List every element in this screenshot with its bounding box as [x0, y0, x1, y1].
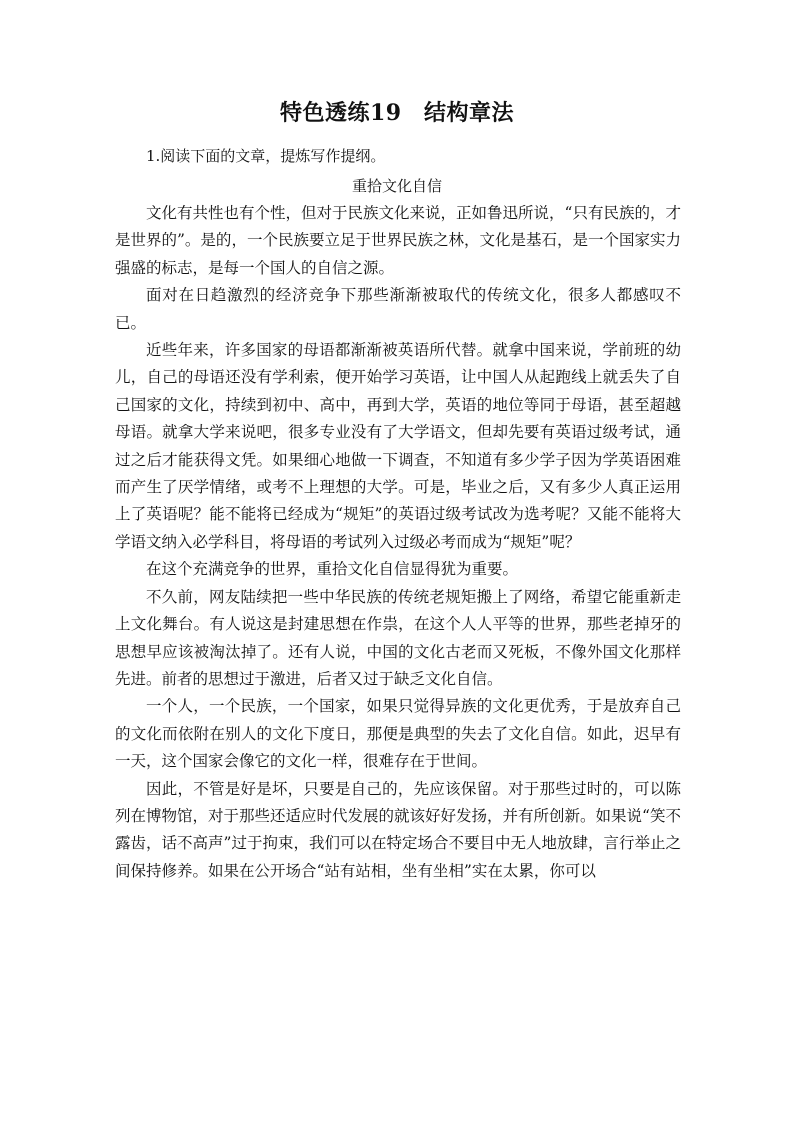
- paragraph: 因此，不管是好是坏，只要是自己的，先应该保留。对于那些过时的，可以陈列在博物馆，对于那些还适应时代发展的就该好好发扬，并有所创新。如果说“笑不露齿，话不高声”过于拘束，我们可以在特定场合不要目中无人地放肆，言行举止之间保持修养。如果在公开场合“站有站相，坐有坐相”实在太累，你可以: [115, 779, 681, 880]
- page-title: 特色透练19 结构章法: [279, 100, 515, 126]
- paragraph: 近些年来，许多国家的母语都渐渐被英语所代替。就拿中国来说，学前班的幼儿，自己的母语还没有学利索，便开始学习英语，让中国人从起跑线上就丢失了自己国家的文化，持续到初中、高中，再到大学，英语的地位等同于母语，甚至超越母语。就拿大学来说吧，很多专业没有了大学语文，但却先要有英语过级考试，通过之后才能获得文凭。如果细心地做一下调查，不知道有多少学子因为学英语困难而产生了厌学情绪，或考不上理想的大学。可是，毕业之后，又有多少人真正运用上了英语呢？能不能将已经成为“规矩”的英语过级考试改为选考呢？又能不能将大学语文纳入必学科目，将母语的考试列入过级必考而成为“规矩”呢？: [115, 341, 681, 551]
- paragraph: 在这个充满竞争的世界，重拾文化自信显得犹为重要。: [146, 560, 519, 579]
- paragraph: 面对在日趋激烈的经济竞争下那些渐渐被取代的传统文化，很多人都感叹不已。: [115, 286, 681, 332]
- article-title: 重拾文化自信: [351, 177, 442, 195]
- paragraph: 一个人，一个民族，一个国家，如果只觉得异族的文化更优秀，于是放弃自己的文化而依附在别人的文化下度日，那便是典型的失去了文化自信。如此，迟早有一天，这个国家会像它的文化一样，很难存在于世间。: [115, 697, 681, 771]
- article-body: [115, 200, 681, 885]
- paragraph: 文化有共性也有个性，但对于民族文化来说，正如鲁迅所说，“只有民族的，才是世界的”。是的，一个民族要立足于世界民族之林，文化是基石，是一个国家实力强盛的标志，是每一个国人的自信之源。: [115, 204, 681, 277]
- paragraph: 不久前，网友陆续把一些中华民族的传统老规矩搬上了网络，希望它能重新走上文化舞台。有人说这是封建思想在作祟，在这个人人平等的世界，那些老掉牙的思想早应该被淘汰掉了。还有人说，中国的文化古老而又死板，不像外国文化那样先进。前者的思想过于激进，后者又过于缺乏文化自信。: [115, 587, 681, 688]
- question-prompt: 1.阅读下面的文章，提炼写作提纲。: [146, 147, 386, 165]
